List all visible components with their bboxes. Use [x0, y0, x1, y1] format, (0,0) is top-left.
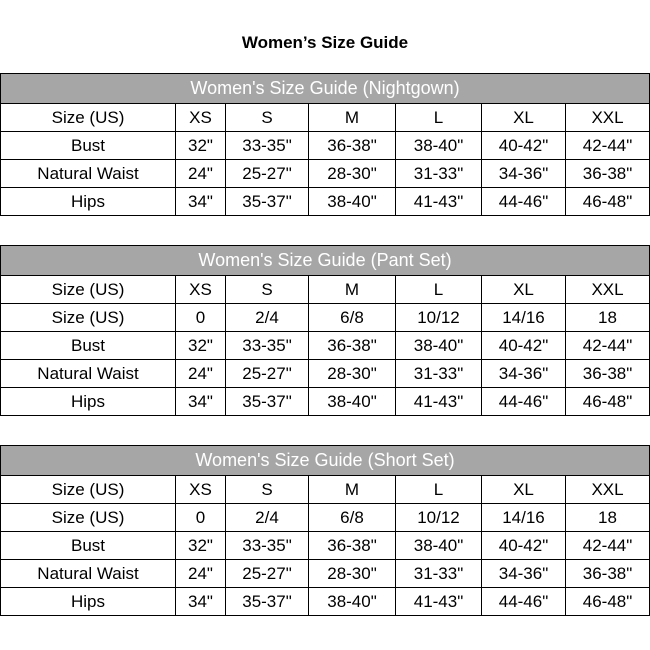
table-cell: 14/16: [482, 304, 566, 332]
row-label-cell: Hips: [1, 588, 176, 616]
table-cell: 6/8: [309, 504, 396, 532]
table-cell: 44-46": [482, 388, 566, 416]
table-row: [1, 388, 650, 416]
table-cell: 24": [176, 560, 226, 588]
table-cell: 46-48": [566, 388, 650, 416]
table-cell: 33-35": [226, 532, 309, 560]
table-cell: 24": [176, 160, 226, 188]
table-caption-row: [1, 246, 650, 276]
row-label-cell: Size (US): [1, 104, 176, 132]
table-cell: 31-33": [396, 160, 482, 188]
table-row: [1, 276, 650, 304]
table-cell: 34-36": [482, 560, 566, 588]
table-cell: 40-42": [482, 332, 566, 360]
table-cell: 31-33": [396, 360, 482, 388]
table-caption: Women's Size Guide (Short Set): [1, 446, 650, 476]
table-cell: XS: [176, 104, 226, 132]
table-cell: 46-48": [566, 188, 650, 216]
table-cell: 38-40": [396, 132, 482, 160]
table-cell: 36-38": [566, 160, 650, 188]
table-caption: Women's Size Guide (Pant Set): [1, 246, 650, 276]
table-cell: 41-43": [396, 588, 482, 616]
table-cell: 25-27": [226, 360, 309, 388]
table-row: [1, 132, 650, 160]
table-row: [1, 104, 650, 132]
table-cell: 41-43": [396, 188, 482, 216]
table-cell: M: [309, 476, 396, 504]
table-cell: XXL: [566, 276, 650, 304]
table-cell: 28-30": [309, 160, 396, 188]
table-cell: 35-37": [226, 388, 309, 416]
table-row: [1, 160, 650, 188]
table-cell: M: [309, 276, 396, 304]
row-label-cell: Size (US): [1, 476, 176, 504]
page-title: Women’s Size Guide: [241, 33, 409, 52]
size-table-short-set: [0, 445, 650, 616]
table-caption: Women's Size Guide (Nightgown): [1, 74, 650, 104]
table-row: [1, 304, 650, 332]
table-cell: 28-30": [309, 560, 396, 588]
table-row: [1, 532, 650, 560]
row-label-cell: Natural Waist: [1, 360, 176, 388]
table-cell: 42-44": [566, 132, 650, 160]
table-cell: 33-35": [226, 132, 309, 160]
table-cell: 36-38": [309, 532, 396, 560]
table-cell: 35-37": [226, 188, 309, 216]
table-caption-row: [1, 446, 650, 476]
table-cell: 34-36": [482, 360, 566, 388]
table-cell: 46-48": [566, 588, 650, 616]
row-label-cell: Size (US): [1, 276, 176, 304]
table-cell: 38-40": [396, 332, 482, 360]
row-label-cell: Hips: [1, 188, 176, 216]
table-cell: 31-33": [396, 560, 482, 588]
table-cell: 32": [176, 332, 226, 360]
table-cell: 0: [176, 304, 226, 332]
table-cell: 36-38": [566, 360, 650, 388]
table-cell: 38-40": [396, 532, 482, 560]
size-table-nightgown: [0, 73, 650, 216]
row-label-cell: Natural Waist: [1, 160, 176, 188]
table-cell: 36-38": [309, 132, 396, 160]
table-cell: 40-42": [482, 532, 566, 560]
size-table-pant-set: [0, 245, 650, 416]
table-cell: 38-40": [309, 188, 396, 216]
table-cell: 34": [176, 388, 226, 416]
table-cell: M: [309, 104, 396, 132]
row-label-cell: Hips: [1, 388, 176, 416]
table-cell: 18: [566, 504, 650, 532]
table-cell: 34": [176, 188, 226, 216]
table-cell: 0: [176, 504, 226, 532]
table-cell: 35-37": [226, 588, 309, 616]
table-cell: 6/8: [309, 304, 396, 332]
table-cell: L: [396, 276, 482, 304]
table-row: [1, 188, 650, 216]
table-cell: XS: [176, 476, 226, 504]
table-cell: 28-30": [309, 360, 396, 388]
table-cell: 41-43": [396, 388, 482, 416]
row-label-cell: Bust: [1, 132, 176, 160]
table-cell: 25-27": [226, 160, 309, 188]
table-row: [1, 360, 650, 388]
table-cell: 2/4: [226, 304, 309, 332]
row-label-cell: Size (US): [1, 304, 176, 332]
table-row: [1, 560, 650, 588]
table-cell: 34": [176, 588, 226, 616]
row-label-cell: Size (US): [1, 504, 176, 532]
table-caption-row: [1, 74, 650, 104]
table-cell: 24": [176, 360, 226, 388]
table-cell: XL: [482, 476, 566, 504]
table-cell: 2/4: [226, 504, 309, 532]
table-cell: S: [226, 276, 309, 304]
table-cell: XXL: [566, 104, 650, 132]
table-cell: 32": [176, 132, 226, 160]
table-cell: 32": [176, 532, 226, 560]
table-cell: 18: [566, 304, 650, 332]
table-cell: 44-46": [482, 588, 566, 616]
table-cell: XS: [176, 276, 226, 304]
table-cell: S: [226, 104, 309, 132]
table-cell: 38-40": [309, 588, 396, 616]
table-cell: XL: [482, 104, 566, 132]
table-cell: 10/12: [396, 504, 482, 532]
table-cell: 38-40": [309, 388, 396, 416]
table-row: [1, 476, 650, 504]
table-cell: 33-35": [226, 332, 309, 360]
table-cell: 36-38": [566, 560, 650, 588]
table-cell: 40-42": [482, 132, 566, 160]
row-label-cell: Bust: [1, 332, 176, 360]
table-cell: 34-36": [482, 160, 566, 188]
table-cell: 42-44": [566, 532, 650, 560]
table-cell: 36-38": [309, 332, 396, 360]
table-cell: XL: [482, 276, 566, 304]
table-cell: 10/12: [396, 304, 482, 332]
row-label-cell: Natural Waist: [1, 560, 176, 588]
table-cell: S: [226, 476, 309, 504]
table-cell: XXL: [566, 476, 650, 504]
table-cell: L: [396, 476, 482, 504]
table-row: [1, 504, 650, 532]
table-cell: 42-44": [566, 332, 650, 360]
table-cell: 44-46": [482, 188, 566, 216]
table-row: [1, 588, 650, 616]
table-cell: 14/16: [482, 504, 566, 532]
table-row: [1, 332, 650, 360]
table-cell: L: [396, 104, 482, 132]
table-cell: 25-27": [226, 560, 309, 588]
row-label-cell: Bust: [1, 532, 176, 560]
